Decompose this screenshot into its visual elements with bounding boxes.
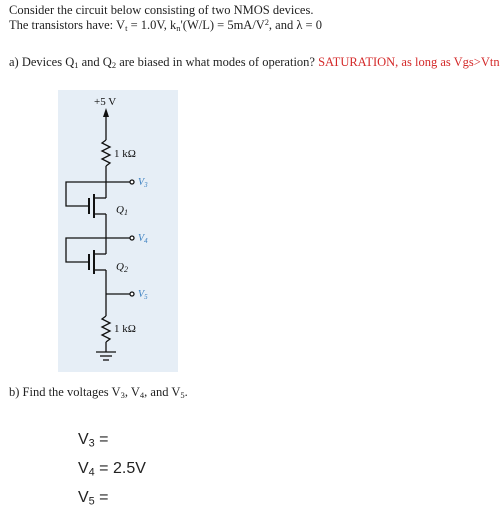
intro-line-1: Consider the circuit below consisting of two NMOS devices. <box>9 3 314 17</box>
answer-v4: $V_4 = 2.5V$ <box>78 460 146 479</box>
q1-label: Q1 <box>116 204 128 217</box>
circuit-diagram <box>58 90 178 372</box>
resistor-bottom <box>102 316 110 342</box>
node-v5 <box>130 292 134 296</box>
resistor-bottom-label: 1 kΩ <box>114 323 136 335</box>
question-b: b) Find the voltages $V_3$, $V_4$, and $V_5$. <box>9 385 188 401</box>
answer-a: SATURATION, as long as Vgs>Vtn <box>318 55 500 69</box>
node-v4 <box>130 236 134 240</box>
supply-label: +5 V <box>94 96 117 108</box>
node-v3 <box>130 180 134 184</box>
q2-label: Q2 <box>116 261 128 274</box>
question-a: a) Devices $Q_1$ and $Q_2$ are biased in what modes of operation? SATURATION, as long as Vgs>Vtn <box>9 55 500 71</box>
answer-v3: $V_3$ = <box>78 431 109 450</box>
supply-arrow-icon <box>103 108 109 117</box>
resistor-top <box>102 140 110 166</box>
node-v3-label: $V_3$ <box>138 177 148 189</box>
intro-line-2: The transistors have: $V_t = 1.0V$, $k_n'(W/L) = 5mA/V^2$, and λ = 0 <box>9 17 322 34</box>
answer-v5: $V_5$ = <box>78 489 109 508</box>
node-v4-label: $V_4$ <box>138 233 148 245</box>
resistor-top-label: 1 kΩ <box>114 148 136 160</box>
node-v5-label: $V_5$ <box>138 289 148 301</box>
